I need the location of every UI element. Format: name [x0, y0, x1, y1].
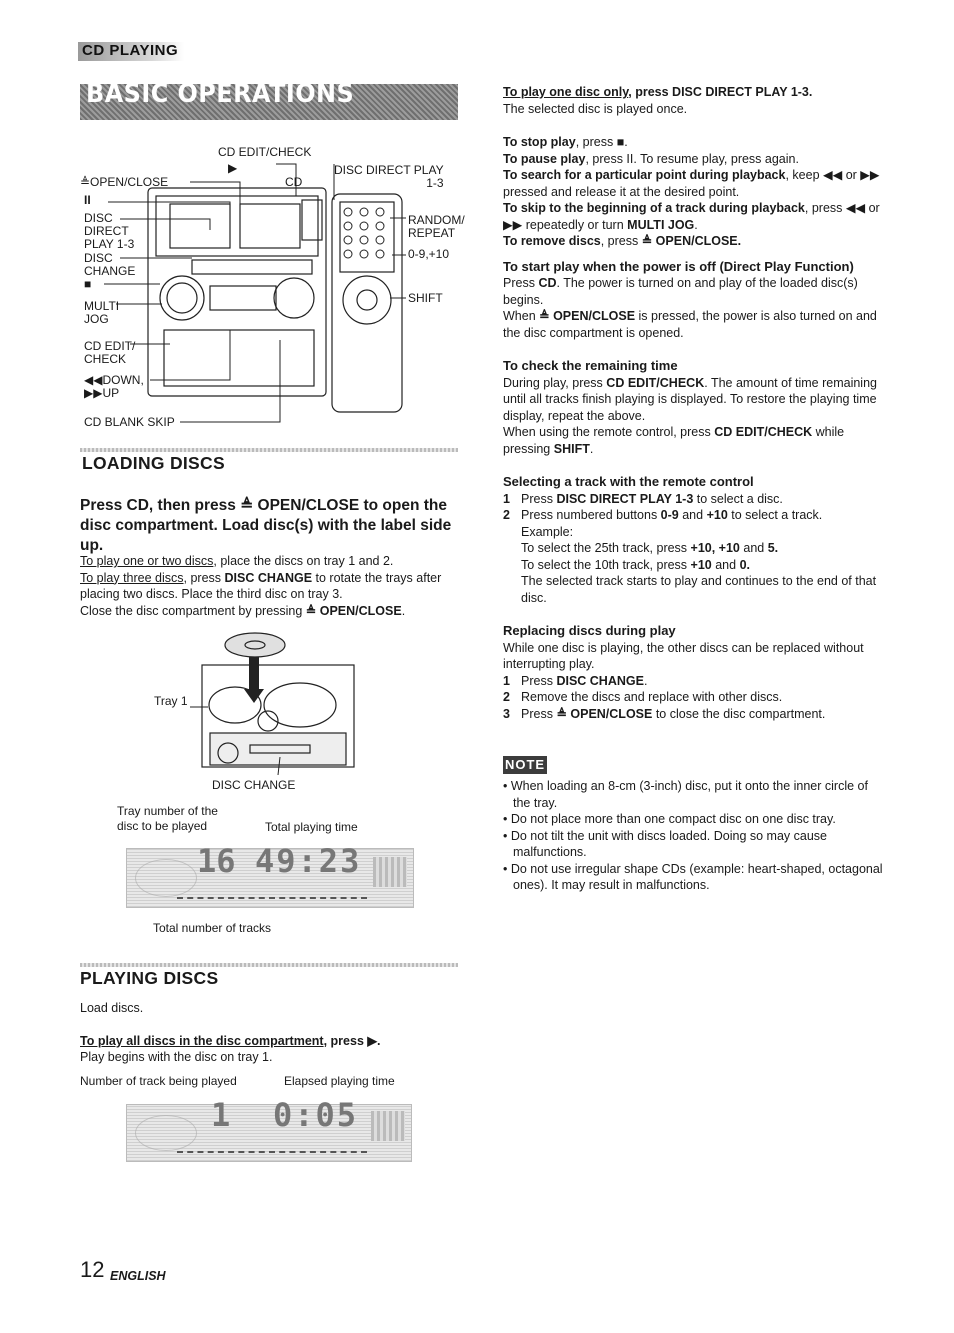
notes-list: [503, 778, 883, 894]
track-grid-icon: [373, 857, 407, 887]
rep-1a: Press: [521, 673, 557, 688]
search-b: To search for a particular point during playback: [503, 168, 786, 182]
label-cd-edit-check-top: CD EDIT/CHECK: [218, 145, 312, 159]
rep-1b: DISC CHANGE: [556, 673, 644, 688]
label-pause: II: [84, 193, 91, 207]
sel-ex1c: and: [739, 541, 768, 555]
label-multi-jog: MULTI JOG: [84, 299, 120, 326]
loading-l2a: , press: [183, 570, 225, 585]
rep-2n: 2: [503, 690, 510, 704]
pause-b: To pause play: [503, 151, 586, 166]
loading-title: LOADING DISCS: [82, 453, 225, 473]
replace-heading: Replacing discs during play: [503, 623, 676, 638]
skip-b: To skip to the beginning of a track during playback: [503, 201, 805, 215]
remove-b2: ≜ OPEN/CLOSE.: [641, 234, 742, 248]
label-disc-direct-play-right: DISC DIRECT PLAY 1-3: [334, 163, 444, 190]
playing-p2-u: To play all discs in the disc compartment: [80, 1034, 324, 1048]
remain-2a: When using the remote control, press: [503, 425, 715, 439]
stop-t: , press ■.: [575, 135, 628, 149]
label-cd-blank-skip: CD BLANK SKIP: [84, 415, 175, 429]
label-cd: CD: [285, 175, 303, 189]
playing-p2: [80, 1033, 480, 1050]
playing-p3: Play begins with the disc on tray 1.: [80, 1050, 273, 1064]
rep-3a: Press: [521, 706, 557, 721]
track-grid-icon: [371, 1111, 405, 1141]
pause-t: , press II. To resume play, press again.: [585, 151, 799, 166]
remove-b: To remove discs: [503, 234, 601, 248]
footer-language: ENGLISH: [110, 1269, 166, 1283]
label-random-repeat: RANDOM/ REPEAT: [408, 213, 465, 240]
loading-text: [80, 553, 462, 619]
disp-label-tray: Tray number of the disc to be played: [117, 804, 218, 833]
loading-l3c: .: [401, 603, 406, 618]
sel-ex2d: 0.: [739, 557, 750, 572]
label-cd-edit-check-left: CD EDIT/ CHECK: [84, 339, 136, 366]
sel-1n: 1: [503, 491, 510, 506]
lcd-track-number: 1: [211, 1096, 231, 1134]
remain-2e: .: [589, 441, 594, 456]
sel-2e: to select a track.: [727, 508, 823, 522]
lcd-dash-line: [177, 1151, 367, 1153]
label-open-close: ≜OPEN/CLOSE: [80, 175, 169, 189]
label-disc-direct-play: DISC DIRECT PLAY 1-3: [84, 211, 135, 251]
loading-l1: , place the discs on tray 1 and 2.: [213, 554, 394, 568]
section-rule: [80, 448, 458, 452]
sel-ex1d: 5.: [767, 541, 779, 555]
page-title-banner: [80, 79, 458, 120]
playing-title: PLAYING DISCS: [80, 968, 219, 988]
section-rule-2: [80, 963, 458, 967]
lcd-track-count: 16: [197, 842, 236, 880]
page-number: 12: [80, 1257, 105, 1282]
rep-1n: 1: [503, 673, 510, 688]
rep-3n: 3: [503, 706, 510, 721]
loading-lead: Press CD, then press ≜ OPEN/CLOSE to open the disc compartment. Load disc(s) with the label side up.: [80, 497, 452, 554]
note-item: • When loading an 8-cm (3-inch) disc, put it onto the inner circle of the tray.: [503, 779, 868, 810]
sel-1c: to select a disc.: [693, 491, 783, 506]
remain-1b: CD EDIT/CHECK: [606, 375, 705, 390]
direct-1b: CD: [538, 276, 557, 290]
sel-2c: and: [678, 508, 707, 522]
remain-2d: SHIFT: [553, 441, 590, 456]
disc-icon: [135, 1115, 197, 1151]
lcd-display-playing: [126, 1096, 412, 1162]
remove-t: , press: [600, 234, 642, 248]
select-heading: Selecting a track with the remote control: [503, 474, 754, 489]
rep-3b: ≜ OPEN/CLOSE: [556, 706, 653, 721]
loading-l2b: DISC CHANGE: [224, 570, 313, 585]
direct-2a: When: [503, 309, 540, 323]
disc-icon: [135, 859, 197, 897]
sel-ex2a: To select the 10th track, press: [521, 557, 691, 572]
sel-ex2c: and: [711, 557, 740, 572]
label-down-up: ◀◀DOWN, ▶▶UP: [84, 373, 144, 400]
direct-heading: To start play when the power is off (Direct Play Function): [503, 258, 854, 274]
skip-t3: .: [694, 217, 698, 232]
disp-label-total-tracks: Total number of tracks: [153, 921, 272, 935]
sel-ex1a: To select the 25th track, press: [521, 541, 691, 555]
playing-p2-b: , press ▶.: [323, 1034, 381, 1048]
sel-ex2b: +10: [690, 557, 712, 572]
label-tray-1: Tray 1: [154, 694, 188, 708]
sel-2d: +10: [706, 508, 728, 522]
remain-1c: . The amount of time remaining until all tracks finish playing is displayed. To restore the playing time display, repeat the above.: [503, 375, 877, 423]
note-badge: NOTE: [504, 757, 546, 772]
sel-1b: DISC DIRECT PLAY 1-3: [556, 491, 694, 506]
direct-1c: . The power is turned on and play of the loaded disc(s) begins.: [503, 276, 858, 307]
label-numbers: 0-9,+10: [408, 247, 450, 261]
remain-2c: while pressing: [503, 425, 845, 456]
skip-t1: , press ◀◀ or ▶▶ repeatedly or turn: [503, 201, 880, 232]
one-disc-text: The selected disc is played once.: [503, 101, 688, 116]
loading-l2-u: To play three discs: [80, 570, 184, 585]
section-header: CD PLAYING: [78, 42, 184, 61]
sel-ex1b: +10, +10: [690, 541, 740, 555]
remain-2b: CD EDIT/CHECK: [714, 425, 813, 439]
stop-b: To stop play: [503, 135, 576, 149]
disp-label-track-playing: Number of track being played: [80, 1074, 237, 1088]
search-t: , keep ◀◀ or ▶▶ pressed and release it at the desired point.: [503, 168, 880, 199]
direct-2b: ≜ OPEN/CLOSE: [539, 309, 636, 323]
rep-2a: Remove the discs and replace with other discs.: [521, 690, 783, 704]
direct-2c: is pressed, the power is also turned on and the disc compartment is opened.: [503, 309, 877, 340]
skip-t2: MULTI JOG: [627, 217, 695, 232]
note-item: • Do not tilt the unit with discs loaded. Doing so may cause malfunctions.: [503, 828, 827, 859]
label-play: ▶: [228, 161, 238, 175]
note-item: • Do not place more than one compact disc on one disc tray.: [503, 812, 836, 826]
one-disc-b: , press DISC DIRECT PLAY 1-3.: [628, 85, 813, 99]
lcd-total-time: 49:23: [255, 842, 362, 880]
label-disc-change-fig: DISC CHANGE: [212, 778, 296, 792]
replace-text: While one disc is playing, the other discs can be replaced without interrupting play.: [503, 640, 864, 671]
note-item: • Do not use irregular shape CDs (example: heart-shaped, octagonal ones). It may result in malfunctions.: [503, 861, 883, 892]
sel-2n: 2: [503, 508, 510, 522]
loading-l3b: ≜ OPEN/CLOSE: [305, 603, 402, 618]
lcd-elapsed-time: 0:05: [273, 1096, 359, 1134]
sel-2b: 0-9: [660, 508, 679, 522]
one-disc-u: To play one disc only: [503, 85, 629, 99]
lcd-display-loading: [126, 842, 414, 908]
label-disc-change: DISC CHANGE: [84, 251, 136, 278]
disp-label-total-time: Total playing time: [265, 820, 358, 834]
remain-1a: During play, press: [503, 375, 607, 390]
sel-2a: Press numbered buttons: [521, 508, 661, 522]
loading-l3a: Close the disc compartment by pressing: [80, 603, 306, 618]
loading-l2c: to rotate the trays after placing two discs. Place the third disc on tray 3.: [80, 570, 442, 601]
sel-ex: Example:: [521, 524, 574, 539]
page-title: BASIC OPERATIONS: [86, 79, 355, 109]
sel-1a: Press: [521, 491, 557, 506]
rep-3c: to close the disc compartment.: [652, 706, 826, 721]
disc-tray-illustration: [150, 625, 370, 795]
loading-l1-u: To play one or two discs: [80, 554, 214, 568]
direct-1a: Press: [503, 276, 539, 290]
unit-diagram: [80, 140, 470, 430]
remain-heading: To check the remaining time: [503, 358, 678, 373]
tray-diagram: [150, 625, 370, 795]
disp-label-elapsed: Elapsed playing time: [284, 1074, 395, 1088]
lcd-dash-line: [177, 897, 367, 899]
rep-1c: .: [643, 673, 648, 688]
label-stop: ■: [84, 277, 92, 291]
label-shift: SHIFT: [408, 291, 443, 305]
playing-p1: Load discs.: [80, 1001, 144, 1015]
right-column: [503, 84, 883, 722]
sel-ex3: The selected track starts to play and continues to the end of that disc.: [521, 574, 877, 605]
